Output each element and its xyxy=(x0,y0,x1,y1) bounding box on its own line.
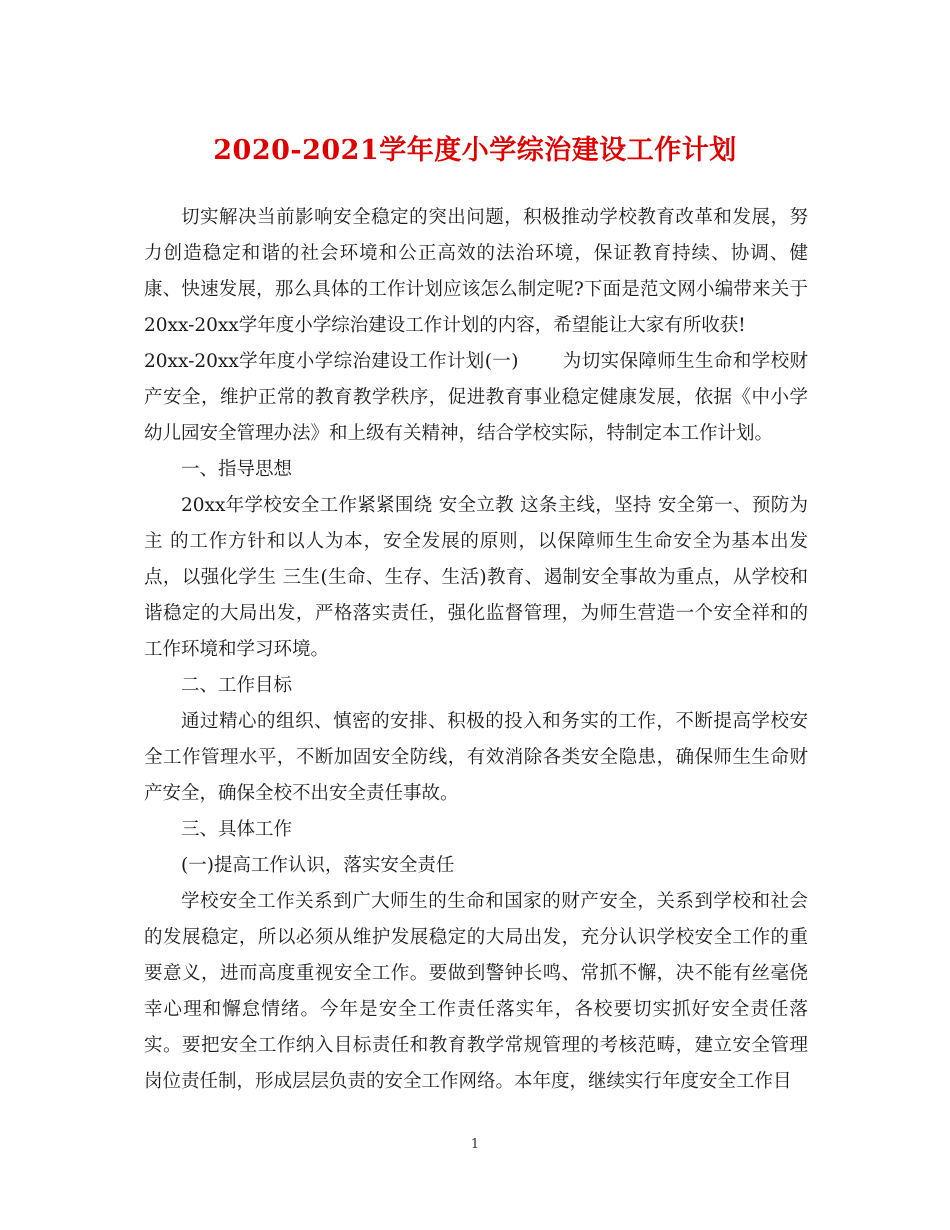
section-paragraph-work-goals: 通过精心的组织、慎密的安排、积极的投入和务实的工作，不断提高学校安全工作管理水平，不断加固安全防线，有效消除各类安全隐患，确保师生生命财产安全，确保全校不出安全责任事故。 xyxy=(144,711,808,804)
section-paragraph-guiding-ideology: 20xx年学校安全工作紧紧围绕 安全立教 这条主线，坚持 安全第一、预防为主 的工作方针和以人为本，安全发展的原则，以保障师生生命安全为基本出发点，以强化学生 三生(生命、生存、生活)教育、遏制安全事故为重点，从学校和谐稳定的大局出发，严格落实责任，强化监督管理，为师生营造一个安全祥和的工作环境和学习环境。 xyxy=(144,495,808,660)
subsection-paragraph-responsibility: 学校安全工作关系到广大师生的生命和国家的财产安全，关系到学校和社会的发展稳定，所以必须从维护发展稳定的大局出发，充分认识学校安全工作的重要意义，进而高度重视安全工作。要做到警钟长鸣、常抓不懈，决不能有丝毫侥幸心理和懈怠情绪。今年是安全工作责任落实年，各校要切实抓好安全责任落实。要把安全工作纳入目标责任和教育教学常规管理的考核范畴，建立安全管理岗位责任制，形成层层负责的安全工作网络。本年度，继续实行年度安全工作目 xyxy=(144,891,808,1092)
document-title: 2020-2021学年度小学综治建设工作计划 xyxy=(213,135,737,166)
section-heading-guiding-ideology: 一、指导思想 xyxy=(181,459,293,480)
plan-title: 20xx-20xx学年度小学综治建设工作计划(一) xyxy=(144,351,519,372)
subsection-heading-responsibility: (一)提高工作认识，落实安全责任 xyxy=(181,855,455,876)
section-heading-specific-work: 三、具体工作 xyxy=(181,819,293,840)
document-body xyxy=(144,200,808,1100)
section-heading-work-goals: 二、工作目标 xyxy=(181,675,293,696)
plan-intro-text: 为切实保障师生生命和学校财产安全，维护正常的教育教学秩序，促进教育事业稳定健康发展，依据《中小学幼儿园安全管理办法》和上级有关精神，结合学校实际，特制定本工作计划。 xyxy=(144,351,808,444)
page-number: 1 xyxy=(470,1137,480,1152)
intro-paragraph: 切实解决当前影响安全稳定的突出问题，积极推动学校教育改革和发展，努力创造稳定和谐的社会环境和公正高效的法治环境，保证教育持续、协调、健康、快速发展，那么具体的工作计划应该怎么制定呢?下面是范文网小编带来关于20xx-20xx学年度小学综治建设工作计划的内容，希望能让大家有所收获! xyxy=(144,207,808,336)
plan-intro-paragraph xyxy=(144,344,808,452)
